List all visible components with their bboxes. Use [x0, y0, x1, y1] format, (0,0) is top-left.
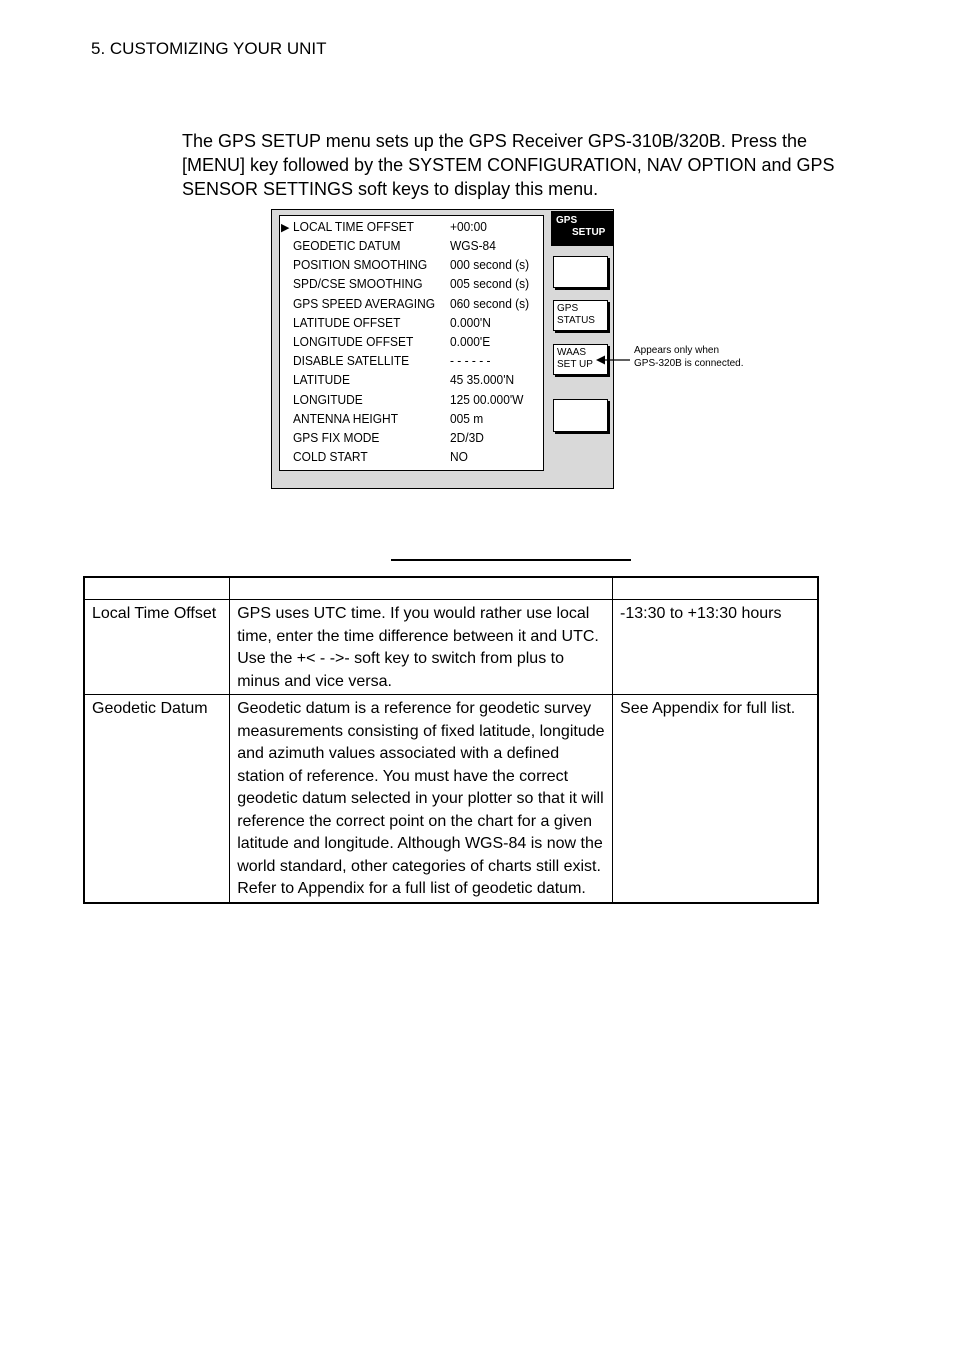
- menu-value: WGS-84: [450, 238, 496, 253]
- menu-value: 0.000'E: [450, 334, 491, 349]
- menu-value: 000 second (s): [450, 257, 530, 272]
- waas-callout-note: [634, 345, 744, 370]
- table-header-row: [84, 577, 818, 600]
- intro-paragraph: The GPS SETUP menu sets up the GPS Receiver GPS-310B/320B. Press the [MENU] key followed by the SYSTEM CONFIGURATION, NAV OPTION and GPS SENSOR SETTINGS soft keys to display this menu.: [182, 131, 835, 199]
- gps-setup-menu: [279, 215, 544, 471]
- callout-arrow-icon: [596, 354, 632, 366]
- table-header-cell: [613, 577, 818, 600]
- setting-description-cell: GPS uses UTC time. If you would rather use local time, enter the time difference between it and UTC. Use the +< - ->- soft key to switch from plus to minus and vice versa.: [230, 600, 613, 695]
- menu-label: GPS FIX MODE: [293, 430, 380, 445]
- menu-value: +00:00: [450, 219, 487, 234]
- menu-label: POSITION SMOOTHING: [293, 257, 428, 272]
- soft-key-line2: STATUS: [557, 315, 595, 326]
- callout-line2: GPS-320B is connected.: [634, 357, 744, 369]
- soft-key-blank-1[interactable]: [553, 256, 608, 288]
- menu-value: 060 second (s): [450, 296, 530, 311]
- table-header-cell: [84, 577, 230, 600]
- gps-setup-settings-table: [83, 576, 819, 904]
- soft-key-line1: WAAS: [557, 347, 587, 358]
- menu-value: - - - - - -: [450, 353, 491, 368]
- menu-value: NO: [450, 449, 468, 464]
- soft-key-line1: GPS: [557, 303, 579, 314]
- setting-description-cell: Geodetic datum is a reference for geodetic survey measurements consisting of fixed latitude, longitude and azimuth values associated with a defined station of reference. You must have the correct geodetic datum selected in your plotter so that it will reference the correct point on the chart for a given latitude and longitude. Although WGS-84 is now the world standard, other categories of charts still exist. Refer to Appendix for a full list of geodetic datum.: [230, 695, 613, 903]
- table-title-underline: [391, 559, 631, 561]
- menu-label: LONGITUDE OFFSET: [293, 334, 414, 349]
- table-row: [84, 695, 818, 903]
- menu-label: GPS SPEED AVERAGING: [293, 296, 436, 311]
- callout-line1: Appears only when: [634, 345, 720, 356]
- title-key-line1: GPS: [556, 215, 578, 226]
- setting-range-cell: -13:30 to +13:30 hours: [613, 600, 818, 695]
- section-header: 5. CUSTOMIZING YOUR UNIT: [91, 39, 327, 58]
- table-row: [84, 600, 818, 695]
- menu-label: LONGITUDE: [293, 392, 363, 407]
- soft-key-line2: SET UP: [557, 359, 593, 370]
- menu-value: 005 m: [450, 411, 484, 426]
- menu-label: DISABLE SATELLITE: [293, 353, 410, 368]
- menu-label: LOCAL TIME OFFSET: [293, 219, 414, 234]
- menu-value: 45 35.000'N: [450, 372, 515, 387]
- menu-cursor-icon: ▶: [281, 222, 290, 234]
- menu-label: LATITUDE: [293, 372, 350, 387]
- setting-range-cell: See Appendix for full list.: [613, 695, 818, 903]
- setting-name-cell: Geodetic Datum: [84, 695, 230, 903]
- gps-setup-title-key: [551, 211, 613, 246]
- menu-label: ANTENNA HEIGHT: [293, 411, 398, 426]
- gps-status-soft-key[interactable]: [553, 300, 608, 331]
- menu-value: 005 second (s): [450, 276, 530, 291]
- menu-label: COLD START: [293, 449, 368, 464]
- setting-name-cell: Local Time Offset: [84, 600, 230, 695]
- menu-value: 2D/3D: [450, 430, 484, 445]
- title-key-line2: SETUP: [572, 227, 606, 238]
- menu-label: SPD/CSE SMOOTHING: [293, 276, 423, 291]
- soft-key-blank-2[interactable]: [553, 399, 608, 432]
- menu-label: LATITUDE OFFSET: [293, 315, 401, 330]
- table-header-cell: [230, 577, 613, 600]
- menu-value: 125 00.000'W: [450, 392, 524, 407]
- menu-value: 0.000'N: [450, 315, 491, 330]
- menu-label: GEODETIC DATUM: [293, 238, 401, 253]
